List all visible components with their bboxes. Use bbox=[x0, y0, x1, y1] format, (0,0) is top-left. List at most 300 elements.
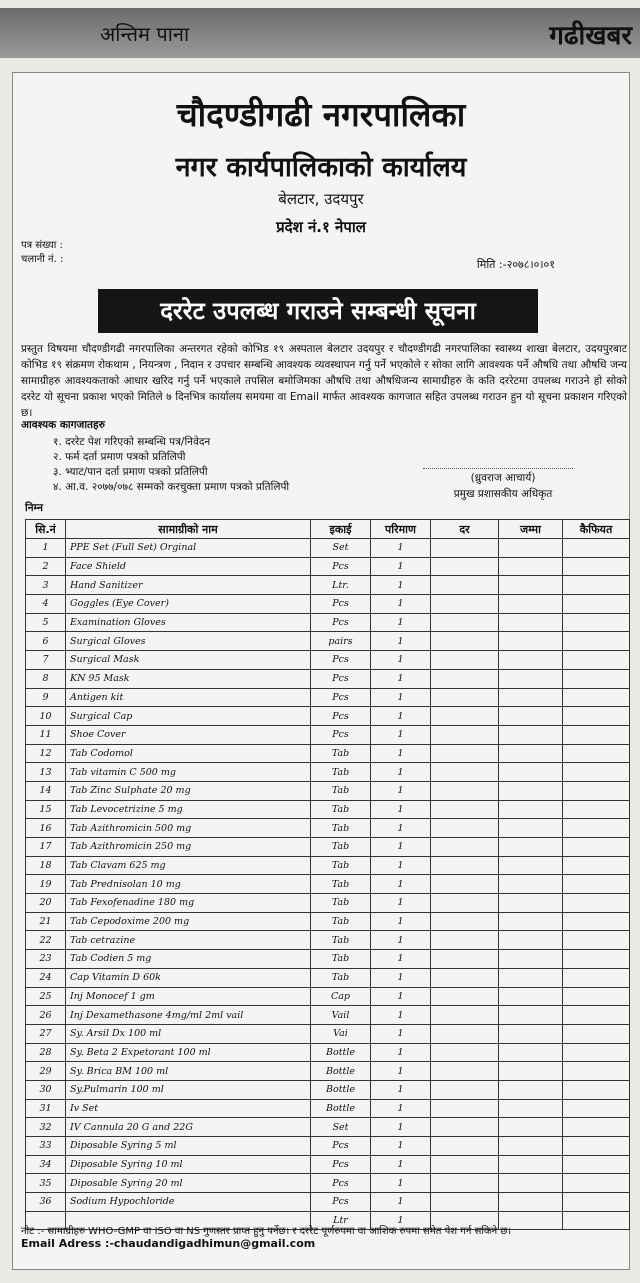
cell-quantity: 1 bbox=[371, 1211, 431, 1230]
cell-sn: 21 bbox=[26, 912, 66, 931]
cell-total bbox=[499, 688, 563, 707]
cell-sn: 25 bbox=[26, 987, 66, 1006]
cell-rate bbox=[431, 987, 499, 1006]
cell-remarks bbox=[563, 1062, 630, 1081]
cell-rate bbox=[431, 576, 499, 595]
cell-unit: Pcs bbox=[311, 688, 371, 707]
cell-quantity: 1 bbox=[371, 1137, 431, 1156]
cell-rate bbox=[431, 1099, 499, 1118]
cell-quantity: 1 bbox=[371, 707, 431, 726]
cell-sn: 14 bbox=[26, 781, 66, 800]
cell-item-name: Surgical Cap bbox=[66, 707, 311, 726]
cell-item-name: Tab vitamin C 500 mg bbox=[66, 763, 311, 782]
cell-remarks bbox=[563, 1118, 630, 1137]
cell-rate bbox=[431, 968, 499, 987]
cell-remarks bbox=[563, 557, 630, 576]
cell-total bbox=[499, 912, 563, 931]
cell-rate bbox=[431, 894, 499, 913]
cell-total bbox=[499, 856, 563, 875]
cell-sn: 31 bbox=[26, 1099, 66, 1118]
footer-note: नोट :- सामाग्रीहरु WHO-GMP वा ISO वा NS गुणस्तर प्राप्त हुनु पर्नेछ। र दररेट पूर्णरुपमा वा आशिक रुपमा समेत पेश गर्न सकिने छ। bbox=[21, 1226, 512, 1237]
cell-remarks bbox=[563, 1080, 630, 1099]
cell-total bbox=[499, 744, 563, 763]
cell-total bbox=[499, 613, 563, 632]
cell-remarks bbox=[563, 1099, 630, 1118]
cell-quantity: 1 bbox=[371, 894, 431, 913]
table-row bbox=[26, 1080, 630, 1099]
cell-sn: 1 bbox=[26, 539, 66, 558]
newspaper-header-bar bbox=[0, 8, 640, 58]
cell-total bbox=[499, 1099, 563, 1118]
cell-unit: Tab bbox=[311, 800, 371, 819]
cell-remarks bbox=[563, 1155, 630, 1174]
cell-total bbox=[499, 800, 563, 819]
cell-remarks bbox=[563, 1024, 630, 1043]
cell-total bbox=[499, 987, 563, 1006]
cell-sn: 19 bbox=[26, 875, 66, 894]
table-row bbox=[26, 1099, 630, 1118]
table-row bbox=[26, 856, 630, 875]
cell-unit: Tab bbox=[311, 819, 371, 838]
cell-sn: 16 bbox=[26, 819, 66, 838]
cell-rate bbox=[431, 557, 499, 576]
cell-total bbox=[499, 781, 563, 800]
cell-total bbox=[499, 725, 563, 744]
newspaper-name: गढीखबर bbox=[549, 21, 632, 51]
page-label: अन्तिम पाना bbox=[100, 22, 190, 46]
cell-sn: 5 bbox=[26, 613, 66, 632]
cell-unit: Pcs bbox=[311, 1155, 371, 1174]
cell-sn: 22 bbox=[26, 931, 66, 950]
cell-sn: 32 bbox=[26, 1118, 66, 1137]
cell-total bbox=[499, 1155, 563, 1174]
cell-rate bbox=[431, 1137, 499, 1156]
signatory-name: (ध्रुवराज आचार्य) bbox=[470, 472, 536, 484]
notice-banner: दररेट उपलब्ध गराउने सम्बन्धी सूचना bbox=[98, 289, 538, 333]
cell-item-name: Goggles (Eye Cover) bbox=[66, 595, 311, 614]
cell-item-name: Inj Monocef 1 gm bbox=[66, 987, 311, 1006]
cell-remarks bbox=[563, 763, 630, 782]
cell-unit: Bottle bbox=[311, 1099, 371, 1118]
cell-remarks bbox=[563, 856, 630, 875]
cell-unit: Bottle bbox=[311, 1062, 371, 1081]
cell-quantity: 1 bbox=[371, 595, 431, 614]
cell-unit: Pcs bbox=[311, 557, 371, 576]
cell-remarks bbox=[563, 819, 630, 838]
cell-item-name: Examination Gloves bbox=[66, 613, 311, 632]
cell-unit: Tab bbox=[311, 894, 371, 913]
cell-total bbox=[499, 894, 563, 913]
cell-item-name: Sy. Beta 2 Expetorant 100 ml bbox=[66, 1043, 311, 1062]
col-header-item: सामाग्रीको नाम bbox=[66, 520, 311, 539]
cell-quantity: 1 bbox=[371, 1118, 431, 1137]
table-row bbox=[26, 950, 630, 969]
cell-item-name: Tab cetrazine bbox=[66, 931, 311, 950]
cell-sn: 36 bbox=[26, 1193, 66, 1212]
cell-total bbox=[499, 1137, 563, 1156]
cell-remarks bbox=[563, 1043, 630, 1062]
cell-quantity: 1 bbox=[371, 744, 431, 763]
cell-remarks bbox=[563, 875, 630, 894]
cell-sn: 17 bbox=[26, 838, 66, 857]
requirement-item: ३. भ्याट/पान दर्ता प्रमाण पत्रको प्रतिलिपी bbox=[53, 466, 208, 478]
municipality-title: चौदण्डीगढी नगरपालिका bbox=[176, 95, 466, 134]
cell-remarks bbox=[563, 912, 630, 931]
table-label: निम्न bbox=[25, 502, 43, 514]
cell-sn: 15 bbox=[26, 800, 66, 819]
cell-quantity: 1 bbox=[371, 1174, 431, 1193]
col-header-remarks: कैफियत bbox=[563, 520, 630, 539]
table-header-row bbox=[26, 520, 630, 539]
table-row bbox=[26, 838, 630, 857]
cell-unit: Tab bbox=[311, 781, 371, 800]
cell-quantity: 1 bbox=[371, 576, 431, 595]
cell-total bbox=[499, 1024, 563, 1043]
cell-quantity: 1 bbox=[371, 651, 431, 670]
cell-item-name: Inj Dexamethasone 4mg/ml 2ml vail bbox=[66, 1006, 311, 1025]
cell-sn: 23 bbox=[26, 950, 66, 969]
cell-rate bbox=[431, 1118, 499, 1137]
cell-unit: Tab bbox=[311, 856, 371, 875]
requirement-item: ४. आ.व. २०७७/०७८ सम्मको करचुक्ता प्रमाण पत्रको प्रतिलिपी bbox=[53, 481, 290, 493]
cell-item-name: PPE Set (Full Set) Orginal bbox=[66, 539, 311, 558]
cell-item-name: Surgical Gloves bbox=[66, 632, 311, 651]
table-row bbox=[26, 632, 630, 651]
cell-item-name: Sy. Arsil Dx 100 ml bbox=[66, 1024, 311, 1043]
table-row bbox=[26, 557, 630, 576]
cell-remarks bbox=[563, 931, 630, 950]
col-header-total: जम्मा bbox=[499, 520, 563, 539]
col-header-sn: सि.नं bbox=[26, 520, 66, 539]
cell-sn: 27 bbox=[26, 1024, 66, 1043]
cell-remarks bbox=[563, 669, 630, 688]
cell-unit: Set bbox=[311, 539, 371, 558]
cell-item-name: Tab Zinc Sulphate 20 mg bbox=[66, 781, 311, 800]
cell-unit: Tab bbox=[311, 968, 371, 987]
table-row bbox=[26, 968, 630, 987]
cell-remarks bbox=[563, 1193, 630, 1212]
cell-item-name: Tab Fexofenadine 180 mg bbox=[66, 894, 311, 913]
cell-rate bbox=[431, 800, 499, 819]
cell-total bbox=[499, 651, 563, 670]
cell-quantity: 1 bbox=[371, 1193, 431, 1212]
cell-rate bbox=[431, 1193, 499, 1212]
cell-total bbox=[499, 838, 563, 857]
cell-sn: 7 bbox=[26, 651, 66, 670]
cell-rate bbox=[431, 669, 499, 688]
cell-rate bbox=[431, 912, 499, 931]
cell-unit: Tab bbox=[311, 744, 371, 763]
cell-unit: Vail bbox=[311, 1006, 371, 1025]
cell-remarks bbox=[563, 1174, 630, 1193]
cell-remarks bbox=[563, 968, 630, 987]
cell-item-name: KN 95 Mask bbox=[66, 669, 311, 688]
province: प्रदेश नं.१ नेपाल bbox=[276, 218, 366, 236]
cell-total bbox=[499, 632, 563, 651]
cell-rate bbox=[431, 1043, 499, 1062]
cell-sn: 35 bbox=[26, 1174, 66, 1193]
cell-total bbox=[499, 1062, 563, 1081]
cell-rate bbox=[431, 651, 499, 670]
office-subtitle: नगर कार्यपालिकाको कार्यालय bbox=[175, 152, 467, 183]
cell-remarks bbox=[563, 894, 630, 913]
cell-sn: 11 bbox=[26, 725, 66, 744]
cell-rate bbox=[431, 707, 499, 726]
table-row bbox=[26, 987, 630, 1006]
cell-rate bbox=[431, 688, 499, 707]
cell-remarks bbox=[563, 576, 630, 595]
table-row bbox=[26, 744, 630, 763]
cell-total bbox=[499, 931, 563, 950]
cell-unit: Bottle bbox=[311, 1080, 371, 1099]
cell-item-name: Hand Sanitizer bbox=[66, 576, 311, 595]
cell-item-name: Tab Levocetrizine 5 mg bbox=[66, 800, 311, 819]
cell-rate bbox=[431, 931, 499, 950]
cell-quantity: 1 bbox=[371, 632, 431, 651]
requirement-item: १. दररेट पेश गरिएको सम्बन्धि पत्र/निवेदन bbox=[53, 436, 211, 448]
cell-sn: 8 bbox=[26, 669, 66, 688]
contact-email: Email Adress :-chaudandigadhimun@gmail.com bbox=[21, 1237, 316, 1250]
cell-quantity: 1 bbox=[371, 1043, 431, 1062]
cell-unit: Tab bbox=[311, 838, 371, 857]
cell-rate bbox=[431, 1006, 499, 1025]
table-row bbox=[26, 725, 630, 744]
cell-item-name: Sy. Brica BM 100 ml bbox=[66, 1062, 311, 1081]
cell-item-name: Tab Codomol bbox=[66, 744, 311, 763]
cell-unit: Ltr. bbox=[311, 576, 371, 595]
signature-line bbox=[423, 468, 573, 469]
cell-remarks bbox=[563, 1137, 630, 1156]
cell-rate bbox=[431, 632, 499, 651]
table-row bbox=[26, 1174, 630, 1193]
cell-rate bbox=[431, 781, 499, 800]
cell-remarks bbox=[563, 838, 630, 857]
cell-unit: Pcs bbox=[311, 669, 371, 688]
cell-item-name: Tab Azithromicin 500 mg bbox=[66, 819, 311, 838]
cell-item-name: Sy.Pulmarin 100 ml bbox=[66, 1080, 311, 1099]
cell-quantity: 1 bbox=[371, 912, 431, 931]
cell-remarks bbox=[563, 744, 630, 763]
cell-rate bbox=[431, 763, 499, 782]
cell-remarks bbox=[563, 688, 630, 707]
cell-total bbox=[499, 576, 563, 595]
table-row bbox=[26, 875, 630, 894]
cell-total bbox=[499, 1043, 563, 1062]
cell-sn: 18 bbox=[26, 856, 66, 875]
notice-paragraph: प्रस्तुत विषयमा चौदण्डीगढी नगरपालिका अन्तरगत रहेको कोभिड १९ अस्पताल बेलटार उदयपुर र चौदण्डीगढी नगरपालिका स्वास्थ्य शाखा बेलटार, उदयपुरबाट कोभिड १९ संक्रमण रोकथाम , नियन्त्रण , निदान र उपचार सम्बन्धि आवश्यक व्यवस्थापन गर्नु पर्ने भएकोले र सोका लागि आवश्यक पर्ने औषधि तथा औषधि जन्य सामाग्रीहरु आवश्यकताको आधार खरिद गर्नु पर्ने भएकाले तपसिल बमोजिमका औषधि तथा औषधिजन्य सामाग्रीहरु के कति दररेटमा उपलब्ध गराउने हो सोको दररेट यो सूचना प्रकाश भएको मितिले ७ दिनभित्र कार्यालय समयमा वा Email मार्फत आवश्यक कागजात सहित उपलब्ध गराउन हुन यो सूचना प्रकाशन गरिएको छ। bbox=[21, 343, 627, 419]
col-header-unit: इकाई bbox=[311, 520, 371, 539]
table-row bbox=[26, 707, 630, 726]
office-location: बेलटार, उदयपुर bbox=[278, 190, 364, 208]
cell-remarks bbox=[563, 1006, 630, 1025]
cell-sn: 13 bbox=[26, 763, 66, 782]
public-notice bbox=[12, 72, 630, 1270]
table-row bbox=[26, 595, 630, 614]
table-row bbox=[26, 539, 630, 558]
cell-unit: Tab bbox=[311, 950, 371, 969]
cell-sn: 24 bbox=[26, 968, 66, 987]
cell-item-name: Iv Set bbox=[66, 1099, 311, 1118]
cell-rate bbox=[431, 950, 499, 969]
cell-unit: Pcs bbox=[311, 651, 371, 670]
cell-remarks bbox=[563, 613, 630, 632]
table-row bbox=[26, 651, 630, 670]
cell-rate bbox=[431, 1080, 499, 1099]
items-table bbox=[25, 519, 630, 1230]
cell-quantity: 1 bbox=[371, 669, 431, 688]
cell-quantity: 1 bbox=[371, 931, 431, 950]
cell-rate bbox=[431, 819, 499, 838]
cell-item-name: Diposable Syring 5 ml bbox=[66, 1137, 311, 1156]
cell-remarks bbox=[563, 800, 630, 819]
cell-item-name: Shoe Cover bbox=[66, 725, 311, 744]
cell-total bbox=[499, 707, 563, 726]
cell-remarks bbox=[563, 651, 630, 670]
cell-remarks bbox=[563, 950, 630, 969]
cell-unit: Vai bbox=[311, 1024, 371, 1043]
cell-quantity: 1 bbox=[371, 1024, 431, 1043]
cell-rate bbox=[431, 875, 499, 894]
cell-unit: Pcs bbox=[311, 1193, 371, 1212]
cell-item-name: Tab Codien 5 mg bbox=[66, 950, 311, 969]
cell-quantity: 1 bbox=[371, 539, 431, 558]
cell-rate bbox=[431, 1024, 499, 1043]
cell-rate bbox=[431, 613, 499, 632]
cell-unit: Bottle bbox=[311, 1043, 371, 1062]
cell-remarks bbox=[563, 987, 630, 1006]
table-row bbox=[26, 800, 630, 819]
cell-item-name: Tab Prednisolan 10 mg bbox=[66, 875, 311, 894]
cell-remarks bbox=[563, 632, 630, 651]
cell-quantity: 1 bbox=[371, 1080, 431, 1099]
cell-item-name: Tab Clavam 625 mg bbox=[66, 856, 311, 875]
table-row bbox=[26, 613, 630, 632]
cell-total bbox=[499, 557, 563, 576]
table-row bbox=[26, 576, 630, 595]
table-row bbox=[26, 763, 630, 782]
cell-sn: 29 bbox=[26, 1062, 66, 1081]
cell-item-name: Tab Cepodoxime 200 mg bbox=[66, 912, 311, 931]
cell-item-name: Diposable Syring 20 ml bbox=[66, 1174, 311, 1193]
requirements-title: आवश्यक कागजातहरु bbox=[21, 419, 105, 431]
cell-total bbox=[499, 669, 563, 688]
table-row bbox=[26, 1118, 630, 1137]
cell-total bbox=[499, 1006, 563, 1025]
cell-unit: Pcs bbox=[311, 707, 371, 726]
cell-quantity: 1 bbox=[371, 819, 431, 838]
cell-sn: 34 bbox=[26, 1155, 66, 1174]
cell-unit: Tab bbox=[311, 912, 371, 931]
requirement-item: २. फर्म दर्ता प्रमाण पत्रको प्रतिलिपी bbox=[53, 451, 186, 463]
cell-quantity: 1 bbox=[371, 557, 431, 576]
cell-rate bbox=[431, 856, 499, 875]
cell-quantity: 1 bbox=[371, 950, 431, 969]
cell-sn: 4 bbox=[26, 595, 66, 614]
cell-unit: Tab bbox=[311, 763, 371, 782]
cell-total bbox=[499, 950, 563, 969]
cell-total bbox=[499, 595, 563, 614]
cell-item-name: Sodium Hypochloride bbox=[66, 1193, 311, 1212]
ref-number: पत्र संख्या : bbox=[21, 240, 63, 251]
cell-total bbox=[499, 1118, 563, 1137]
cell-rate bbox=[431, 539, 499, 558]
table-row bbox=[26, 1155, 630, 1174]
cell-rate bbox=[431, 1155, 499, 1174]
cell-total bbox=[499, 819, 563, 838]
cell-unit: Pcs bbox=[311, 613, 371, 632]
cell-rate bbox=[431, 725, 499, 744]
cell-sn: 20 bbox=[26, 894, 66, 913]
cell-quantity: 1 bbox=[371, 800, 431, 819]
cell-unit: Tab bbox=[311, 875, 371, 894]
col-header-rate: दर bbox=[431, 520, 499, 539]
cell-quantity: 1 bbox=[371, 688, 431, 707]
col-header-quantity: परिमाण bbox=[371, 520, 431, 539]
table-row bbox=[26, 1193, 630, 1212]
cell-sn: 30 bbox=[26, 1080, 66, 1099]
cell-remarks bbox=[563, 707, 630, 726]
cell-sn: 26 bbox=[26, 1006, 66, 1025]
table-row bbox=[26, 912, 630, 931]
table-row bbox=[26, 1043, 630, 1062]
cell-total bbox=[499, 875, 563, 894]
cell-sn: 10 bbox=[26, 707, 66, 726]
cell-unit: Pcs bbox=[311, 725, 371, 744]
cell-unit: pairs bbox=[311, 632, 371, 651]
table-row bbox=[26, 781, 630, 800]
cell-item-name: Surgical Mask bbox=[66, 651, 311, 670]
cell-item-name: Diposable Syring 10 ml bbox=[66, 1155, 311, 1174]
cell-unit: Tab bbox=[311, 931, 371, 950]
cell-total bbox=[499, 539, 563, 558]
cell-sn: 33 bbox=[26, 1137, 66, 1156]
table-row bbox=[26, 1062, 630, 1081]
cell-sn: 6 bbox=[26, 632, 66, 651]
cell-item-name: Cap Vitamin D 60k bbox=[66, 968, 311, 987]
cell-rate bbox=[431, 838, 499, 857]
cell-unit: Cap bbox=[311, 987, 371, 1006]
cell-remarks bbox=[563, 781, 630, 800]
cell-sn: 12 bbox=[26, 744, 66, 763]
cell-total bbox=[499, 1080, 563, 1099]
cell-item-name: Tab Azithromicin 250 mg bbox=[66, 838, 311, 857]
notice-date: मिति :-२०७८।०।०१ bbox=[476, 258, 555, 271]
cell-quantity: 1 bbox=[371, 1155, 431, 1174]
cell-sn: 28 bbox=[26, 1043, 66, 1062]
table-row bbox=[26, 1024, 630, 1043]
cell-quantity: 1 bbox=[371, 1006, 431, 1025]
dispatch-number: चलानी नं. : bbox=[21, 254, 64, 265]
cell-unit: Pcs bbox=[311, 595, 371, 614]
cell-quantity: 1 bbox=[371, 1062, 431, 1081]
cell-sn: 2 bbox=[26, 557, 66, 576]
cell-quantity: 1 bbox=[371, 763, 431, 782]
cell-quantity: 1 bbox=[371, 856, 431, 875]
cell-item-name: Face Shield bbox=[66, 557, 311, 576]
cell-quantity: 1 bbox=[371, 838, 431, 857]
table-row bbox=[26, 894, 630, 913]
cell-quantity: 1 bbox=[371, 968, 431, 987]
cell-unit: Ltr bbox=[311, 1211, 371, 1230]
cell-quantity: 1 bbox=[371, 781, 431, 800]
cell-total bbox=[499, 763, 563, 782]
cell-sn: 3 bbox=[26, 576, 66, 595]
cell-quantity: 1 bbox=[371, 1099, 431, 1118]
cell-rate bbox=[431, 744, 499, 763]
table-row bbox=[26, 931, 630, 950]
cell-rate bbox=[431, 1174, 499, 1193]
cell-unit: Set bbox=[311, 1118, 371, 1137]
